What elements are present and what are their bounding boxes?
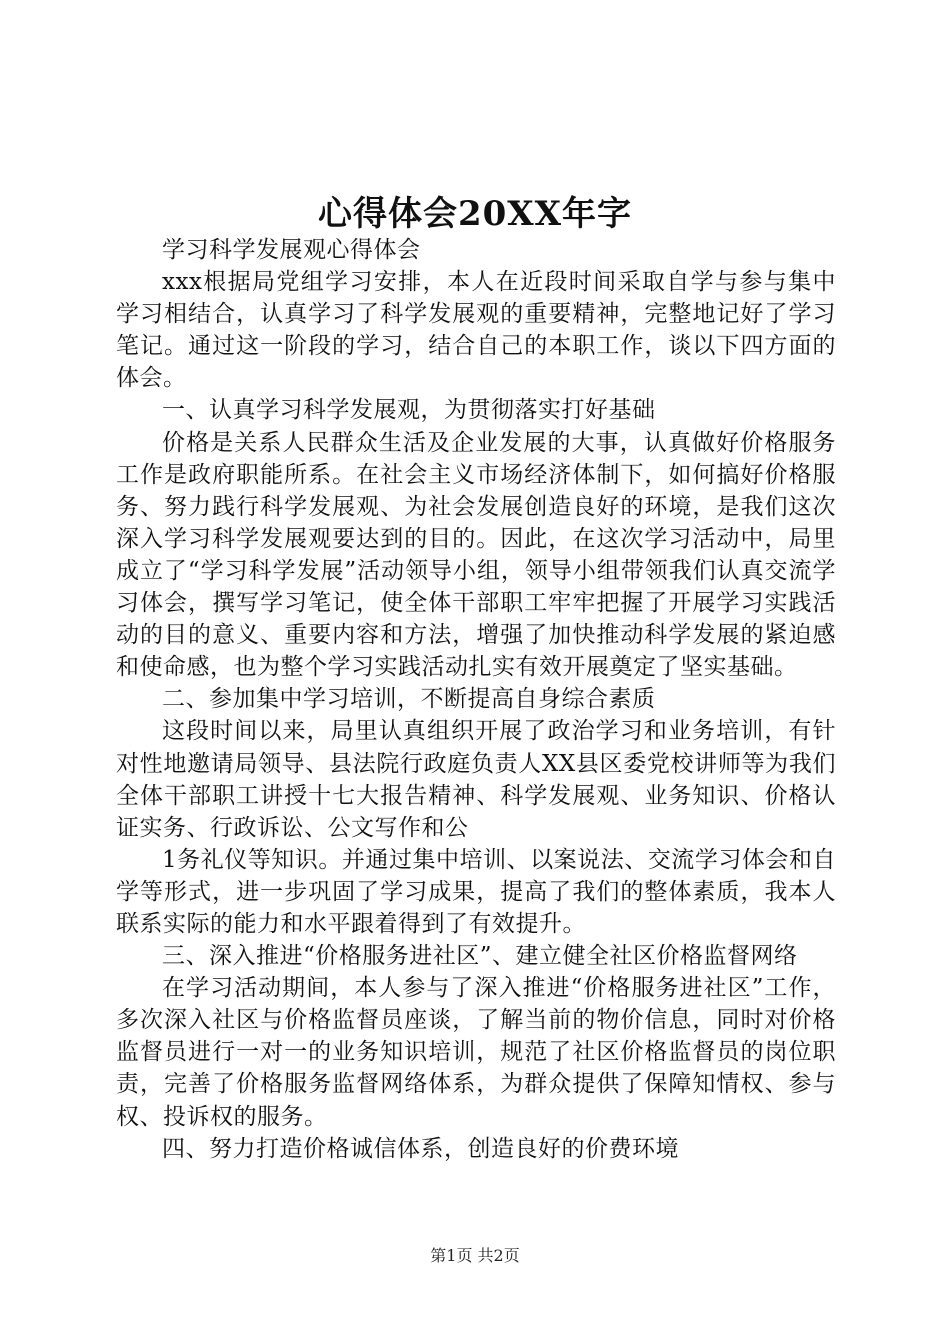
heading-section-1: 一、认真学习科学发展观，为贯彻落实打好基础 [162, 397, 656, 424]
heading-section-4: 四、努力打造价格诚信体系，创造良好的价费环境 [162, 1135, 679, 1162]
document-title: 心得体会20XX年字 [317, 194, 633, 234]
page-footer: 第1页 共2页 [430, 1246, 520, 1265]
paragraph-section-3: 在学习活动期间，本人参与了深入推进“价格服务进社区”工作，多次深入社区与价格监督员座谈，了解当前的物价信息，同时对价格监督员进行一对一的业务知识培训，规范了社区价格监督员的岗位职责，完善了价格服务监督网络体系，为群众提供了保障知情权、参与权、投诉权的服务。 [116, 975, 836, 1130]
paragraph-section-1: 价格是关系人民群众生活及企业发展的大事，认真做好价格服务工作是政府职能所系。在社会主义市场经济体制下，如何搞好价格服务、努力践行科学发展观、为社会发展创造良好的环境，是我们这次深入学习科学发展观要达到的目的。因此，在这次学习活动中，局里成立了“学习科学发展”活动领导小组，领导小组带领我们认真交流学习体会，撰写学习笔记，使全体干部职工牢牢把握了开展学习实践活动的目的意义、重要内容和方法，增强了加快推动科学发展的紧迫感和使命感，也为整个学习实践活动扎实有效开展奠定了坚实基础。 [116, 429, 836, 681]
paragraph-intro: xxx根据局党组学习安排，本人在近段时间采取自学与参与集中学习相结合，认真学习了科学发展观的重要精神，完整地记好了学习笔记。通过这一阶段的学习，结合自己的本职工作，谈以下四方面的体会。 [116, 269, 836, 392]
document-body [116, 234, 836, 1165]
paragraph-section-2b: 1务礼仪等知识。并通过集中培训、以案说法、交流学习体会和自学等形式，进一步巩固了学习成果，提高了我们的整体素质，我本人联系实际的能力和水平跟着得到了有效提升。 [116, 846, 836, 937]
heading-section-3: 三、深入推进“价格服务进社区”、建立健全社区价格监督网络 [162, 943, 798, 970]
paragraph-section-2a: 这段时间以来，局里认真组织开展了政治学习和业务培训，有针对性地邀请局领导、县法院行政庭负责人XX县区委党校讲师等为我们全体干部职工讲授十七大报告精神、科学发展观、业务知识、价格认证实务、行政诉讼、公文写作和公 [116, 718, 836, 841]
paragraph-subtitle: 学习科学发展观心得体会 [162, 237, 421, 263]
heading-section-2: 二、参加集中学习培训，不断提高自身综合素质 [162, 686, 656, 713]
